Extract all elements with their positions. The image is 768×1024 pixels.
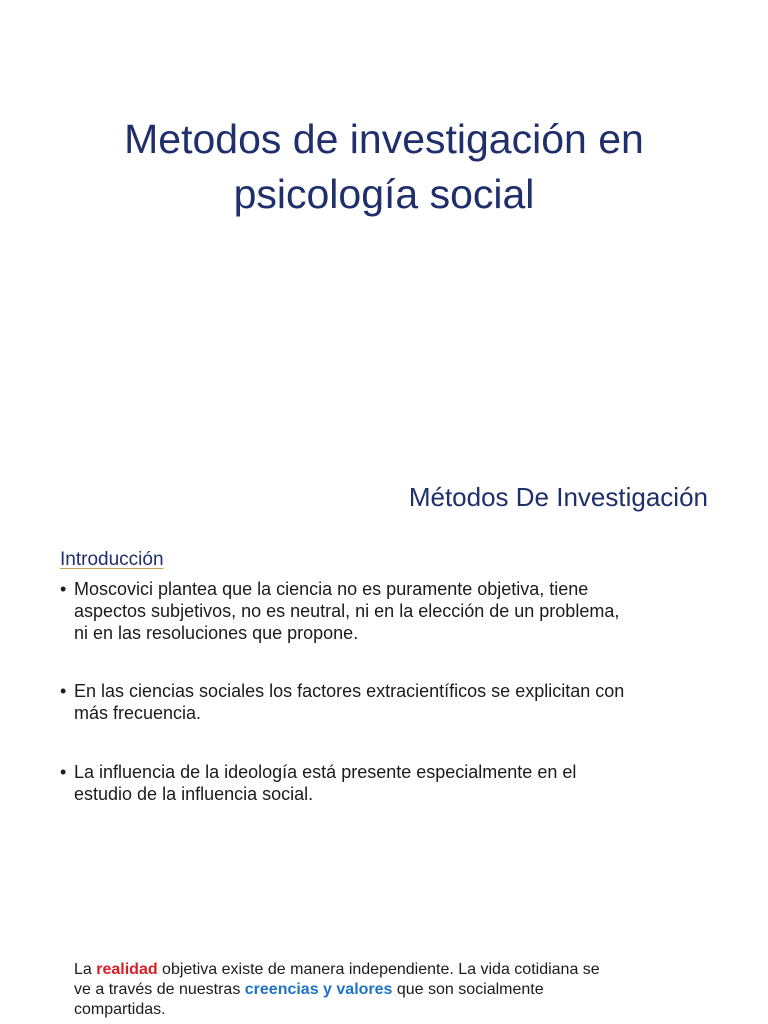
reality-note [74, 960, 704, 1020]
bullet-list [60, 578, 740, 805]
note-text: ve a través de nuestras [74, 981, 245, 998]
bullet-item [60, 680, 740, 724]
bullet-line: En las ciencias sociales los factores extracientíficos se explicitan con [74, 681, 625, 701]
note-text: objetiva existe de manera independiente. La vida cotidiana se [157, 961, 600, 978]
slide-heading: Métodos De Investigación [408, 482, 708, 512]
note-text: compartidas. [74, 1001, 166, 1018]
bullet-dot-icon: • [60, 681, 67, 701]
note-text: La [74, 961, 97, 978]
bullet-line: más frecuencia. [74, 703, 202, 723]
bullet-item [60, 761, 740, 805]
main-title [40, 112, 728, 222]
bullet-dot-icon: • [60, 579, 67, 599]
main-title-line2: psicología social [233, 171, 535, 217]
note-highlight-creencias: creencias y valores [244, 981, 393, 998]
slide-title [0, 0, 768, 440]
bullet-line: ni en las resoluciones que propone. [74, 623, 359, 643]
bullet-line: aspectos subjetivos, no es neutral, ni en la elección de un problema, [74, 601, 620, 621]
note-highlight-realidad: realidad [96, 961, 158, 978]
bullet-line: estudio de la influencia social. [74, 784, 314, 804]
bullet-dot-icon: • [60, 762, 67, 782]
slide-content [0, 440, 768, 1024]
bullet-line: La influencia de la ideología está presente especialmente en el [74, 762, 577, 782]
note-text: que son socialmente [392, 981, 544, 998]
main-title-line1: Metodos de investigación en [124, 116, 644, 162]
bullet-line: Moscovici plantea que la ciencia no es puramente objetiva, tiene [74, 579, 589, 599]
bullet-item [60, 578, 740, 644]
intro-heading: Introducción [60, 549, 164, 570]
